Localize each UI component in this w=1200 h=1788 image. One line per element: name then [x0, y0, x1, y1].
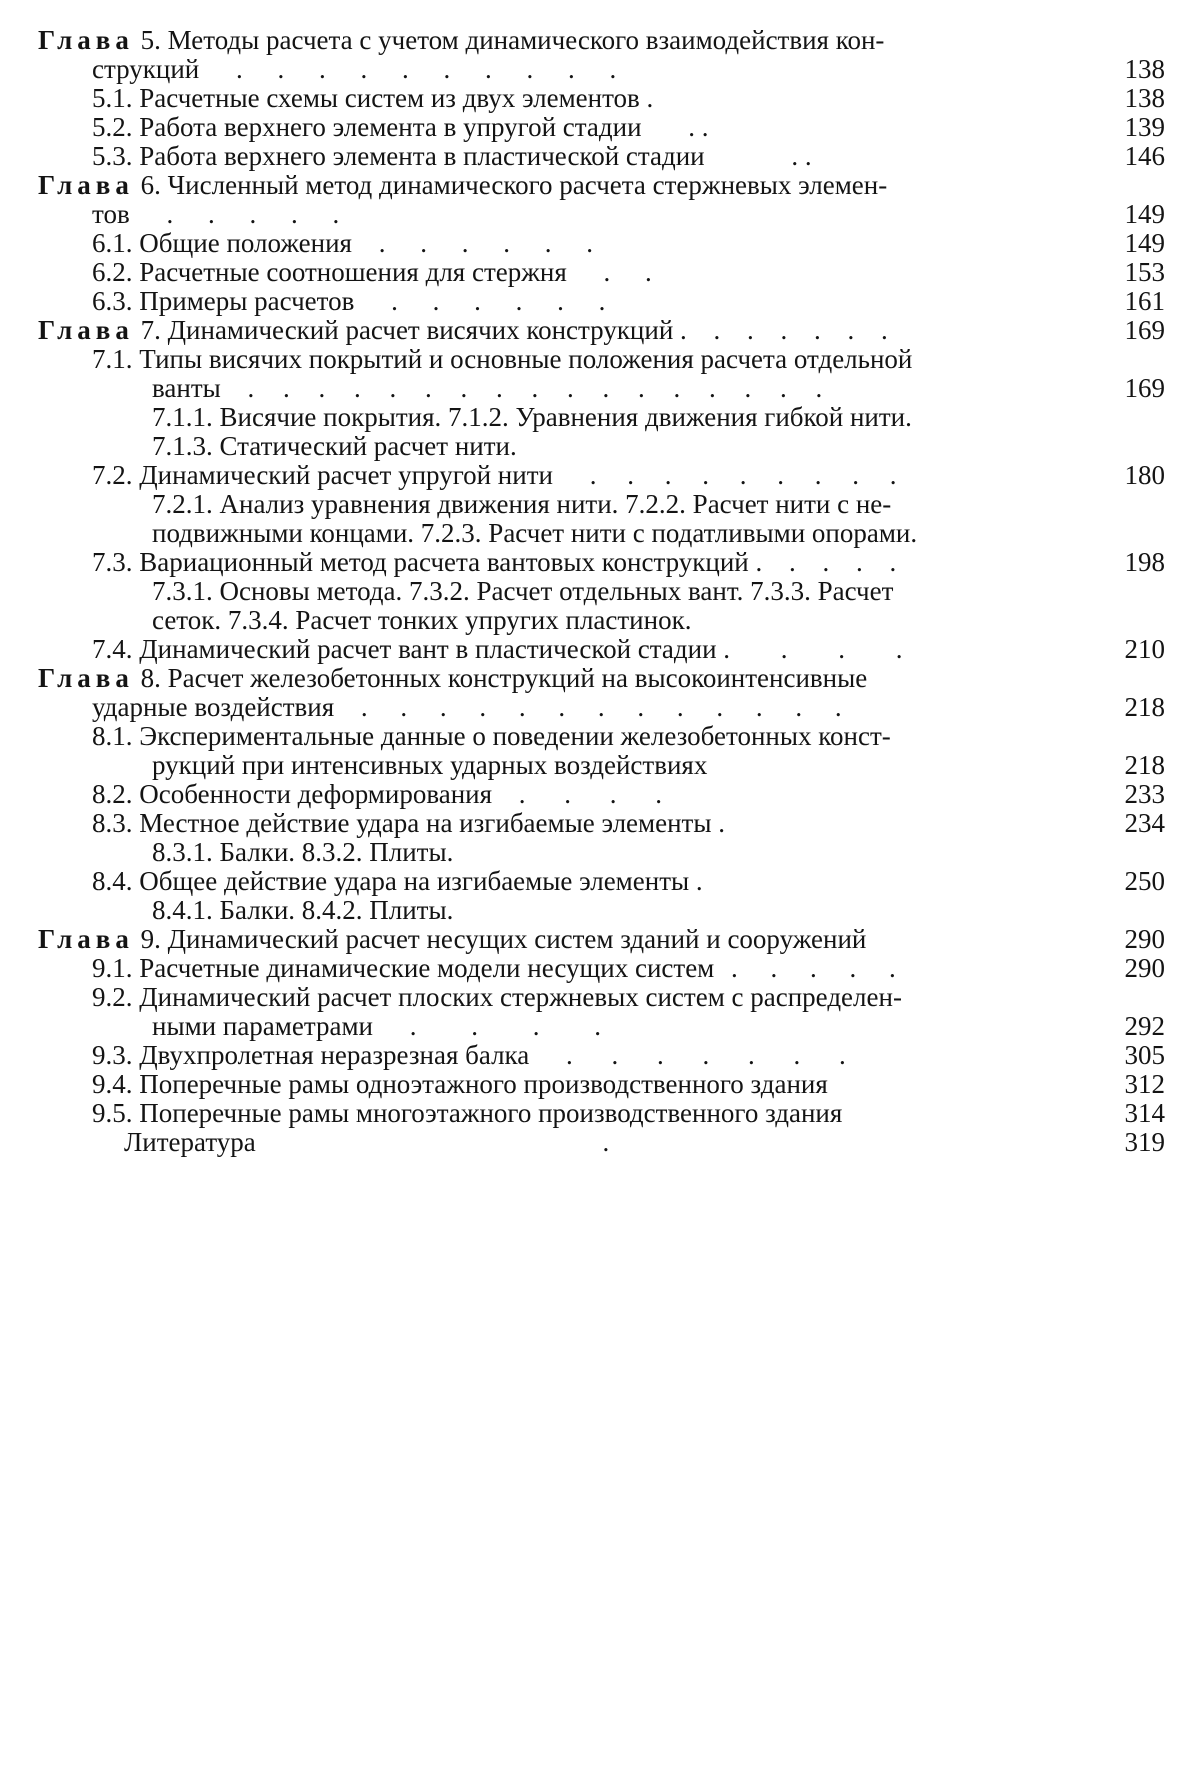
page-number: 153: [1124, 257, 1165, 287]
subsection-text: 7.2.1. Анализ уравнения движения нити. 7.2.2. Расчет нити с не-: [152, 489, 892, 519]
item-title: 8.3. Местное действие удара на изгибаемые элементы: [92, 808, 712, 838]
item-text: [92, 954, 1165, 983]
subsection-text: 7.1.1. Висячие покрытия. 7.1.2. Уравнения движения гибкой нити.: [152, 402, 912, 432]
item-text: [92, 635, 1165, 664]
chapter-word: Глава: [38, 25, 134, 55]
item-text: [92, 258, 1165, 287]
leader-dots: . . . . .: [731, 953, 909, 983]
toc-chapter-8[interactable]: [38, 664, 1165, 722]
leader-dots: . . . . . . . . . . . . . . . . .: [247, 373, 834, 403]
toc-item-8-2[interactable]: [38, 780, 1165, 809]
chapter-title-continuation: [38, 200, 1165, 229]
subsection-text: 7.1.3. Статический расчет нити.: [152, 431, 517, 461]
page-number: 138: [1124, 83, 1165, 113]
toc-chapter-7[interactable]: [38, 316, 1165, 345]
toc-chapter-5[interactable]: [38, 26, 1165, 84]
chapter-word: Глава: [38, 924, 134, 954]
toc-chapter-6[interactable]: [38, 171, 1165, 229]
item-number: 6.1.: [92, 228, 133, 258]
chapter-title-continuation: [38, 693, 1165, 722]
subsection-text: 8.3.1. Балки. 8.3.2. Плиты.: [152, 837, 454, 867]
item-text: [92, 809, 1165, 838]
subsection-text: 8.4.1. Балки. 8.4.2. Плиты.: [152, 895, 454, 925]
item-title-line2: ными параметрами: [152, 1011, 374, 1041]
chapter-title: 9. Динамический расчет несущих систем зданий и сооружений: [140, 924, 867, 954]
page-number: 149: [1124, 228, 1165, 258]
page-number: 146: [1124, 141, 1165, 171]
page-number: 169: [1124, 315, 1165, 345]
subsection-text: 7.3.1. Основы метода. 7.3.2. Расчет отдельных вант. 7.3.3. Расчет: [152, 576, 894, 606]
chapter-title-line2: тов: [92, 199, 130, 229]
page-number: 250: [1124, 866, 1165, 896]
page-number: 149: [1124, 199, 1165, 229]
chapter-word: Глава: [38, 315, 134, 345]
toc-item-7-4[interactable]: [38, 635, 1165, 664]
page-number: 292: [1124, 1011, 1165, 1041]
item-text: [124, 1128, 1165, 1157]
chapter-heading: [38, 664, 1165, 693]
item-text: [92, 229, 1165, 258]
toc-chapter-9[interactable]: [38, 925, 1165, 954]
toc-item-7-1[interactable]: [38, 345, 1165, 403]
page-number: 180: [1124, 460, 1165, 490]
leader-dots: . .: [791, 141, 812, 171]
toc-item-9-1[interactable]: [38, 954, 1165, 983]
chapter-title: 6. Численный метод динамического расчета стержневых элемен-: [140, 170, 888, 200]
item-text: [92, 548, 1165, 577]
page-number: 234: [1124, 808, 1165, 838]
chapter-title: 5. Методы расчета с учетом динамического взаимодействия кон-: [140, 25, 885, 55]
leader-dots: . .: [603, 257, 666, 287]
item-title: Литература: [124, 1127, 256, 1157]
chapter-title-line2: струкций: [92, 54, 200, 84]
chapter-title: 7. Динамический расчет висячих конструкций: [140, 315, 674, 345]
chapter-heading: [38, 26, 1165, 55]
item-title: 9.1. Расчетные динамические модели несущих систем: [92, 953, 715, 983]
subsection-text: сеток. 7.3.4. Расчет тонких упругих пластинок.: [152, 605, 692, 635]
item-title: 7.4. Динамический расчет вант в пластической стадии: [92, 634, 717, 664]
page-number: 319: [1124, 1127, 1165, 1157]
toc-item-5-3[interactable]: [38, 142, 1165, 171]
chapter-title: 8. Расчет железобетонных конструкций на высокоинтенсивные: [140, 663, 868, 693]
item-number: 6.3.: [92, 286, 133, 316]
toc-item-6-2[interactable]: [38, 258, 1165, 287]
toc-item-8-3[interactable]: [38, 809, 1165, 838]
item-title: 7.3. Вариационный метод расчета вантовых конструкций: [92, 547, 749, 577]
page-number: 210: [1124, 634, 1165, 664]
item-title: 9.3. Двухпролетная неразрезная балка: [92, 1040, 530, 1070]
page-number: 218: [1124, 750, 1165, 780]
leader-dots: . . . .: [518, 779, 679, 809]
item-title: 9.2. Динамический расчет плоских стержневых систем с распределен-: [92, 982, 902, 1012]
leader-dots: . . . . . . .: [565, 1040, 862, 1070]
item-text: [92, 461, 1165, 490]
item-number: 5.3.: [92, 141, 133, 171]
leader-dots: . . . . . .: [378, 228, 607, 258]
item-title-continuation: [92, 374, 1165, 403]
page-number: 305: [1124, 1040, 1165, 1070]
toc-literature[interactable]: [38, 1128, 1165, 1157]
chapter-heading: [38, 171, 1165, 200]
page-number: 290: [1124, 953, 1165, 983]
table-of-contents: [38, 26, 1165, 1157]
leader-dots: . . . .: [723, 634, 925, 664]
chapter-title-continuation: [38, 55, 1165, 84]
item-title: Работа верхнего элемента в упругой стадии: [139, 112, 642, 142]
item-text: [92, 113, 1165, 142]
item-text: [92, 287, 1165, 316]
item-title: Примеры расчетов: [139, 286, 355, 316]
subsection-list-7-1: [38, 403, 1165, 461]
leader-dots: . . . . . . . . . . . . .: [360, 692, 855, 722]
toc-item-8-4[interactable]: [38, 867, 1165, 896]
leader-dots: . . . .: [409, 1011, 626, 1041]
toc-item-5-1[interactable]: [38, 84, 1165, 113]
page-number: 161: [1124, 286, 1165, 316]
subsection-list-8-4: [38, 896, 1165, 925]
item-title-line2: рукций при интенсивных ударных воздействиях: [152, 750, 708, 780]
chapter-heading: [38, 925, 1165, 954]
page-number: 290: [1124, 924, 1165, 954]
leader-dots: .: [646, 83, 654, 113]
item-number: 5.1.: [92, 83, 133, 113]
item-text: [92, 1041, 1165, 1070]
leader-dots: . . . . . . . . .: [589, 460, 909, 490]
page-number: 139: [1124, 112, 1165, 142]
leader-dots: .: [695, 866, 703, 896]
page-number: 218: [1124, 692, 1165, 722]
toc-item-9-2[interactable]: [38, 983, 1165, 1041]
page-number: 312: [1124, 1069, 1165, 1099]
item-text: [92, 84, 1165, 113]
leader-dots: .: [602, 1127, 610, 1157]
page-number: 314: [1124, 1098, 1165, 1128]
item-title: Расчетные соотношения для стержня: [139, 257, 567, 287]
item-text: [92, 780, 1165, 809]
toc-item-7-2[interactable]: [38, 461, 1165, 490]
item-title: Расчетные схемы систем из двух элементов: [139, 83, 640, 113]
toc-item-9-4[interactable]: [38, 1070, 1165, 1099]
item-title: 9.5. Поперечные рамы многоэтажного производственного здания: [92, 1098, 843, 1128]
toc-item-7-3[interactable]: [38, 548, 1165, 577]
item-number: 6.2.: [92, 257, 133, 287]
toc-item-9-5[interactable]: [38, 1099, 1165, 1128]
chapter-word: Глава: [38, 170, 134, 200]
leader-dots: . . . . .: [755, 547, 907, 577]
toc-item-6-1[interactable]: [38, 229, 1165, 258]
leader-dots: . . . . . . . . . .: [235, 54, 631, 84]
leader-dots: . . . . . .: [391, 286, 620, 316]
subsection-list-7-3: [38, 577, 1165, 635]
item-title: Работа верхнего элемента в пластической стадии: [139, 141, 705, 171]
item-title: 8.2. Особенности деформирования: [92, 779, 493, 809]
toc-item-5-2[interactable]: [38, 113, 1165, 142]
item-title-line2: ванты: [152, 373, 221, 403]
page-number: 233: [1124, 779, 1165, 809]
item-title: 7.2. Динамический расчет упругой нити: [92, 460, 553, 490]
leader-dots: . . . . . . .: [680, 315, 898, 345]
toc-item-9-3[interactable]: [38, 1041, 1165, 1070]
leader-dots: . .: [688, 112, 709, 142]
chapter-heading: [38, 316, 1165, 345]
item-title: 8.1. Экспериментальные данные о поведении железобетонных конст-: [92, 721, 891, 751]
item-title: 9.4. Поперечные рамы одноэтажного производственного здания: [92, 1069, 828, 1099]
item-text: [92, 142, 1165, 171]
subsection-list-7-2: [38, 490, 1165, 548]
subsection-list-8-3: [38, 838, 1165, 867]
page-number: 169: [1124, 373, 1165, 403]
item-title-continuation: [92, 1012, 1165, 1041]
item-text: [92, 867, 1165, 896]
item-title: Общие положения: [139, 228, 352, 258]
subsection-text: подвижными концами. 7.2.3. Расчет нити с податливыми опорами.: [152, 518, 918, 548]
leader-dots: .: [718, 808, 725, 838]
chapter-word: Глава: [38, 663, 134, 693]
item-number: 5.2.: [92, 112, 133, 142]
toc-item-6-3[interactable]: [38, 287, 1165, 316]
leader-dots: . . . . .: [166, 199, 354, 229]
page-number: 138: [1124, 54, 1165, 84]
toc-item-8-1[interactable]: [38, 722, 1165, 780]
item-title: 7.1. Типы висячих покрытий и основные положения расчета отдельной: [92, 344, 913, 374]
item-title: 8.4. Общее действие удара на изгибаемые элементы: [92, 866, 690, 896]
chapter-title-line2: ударные воздействия: [92, 692, 335, 722]
page-number: 198: [1124, 547, 1165, 577]
